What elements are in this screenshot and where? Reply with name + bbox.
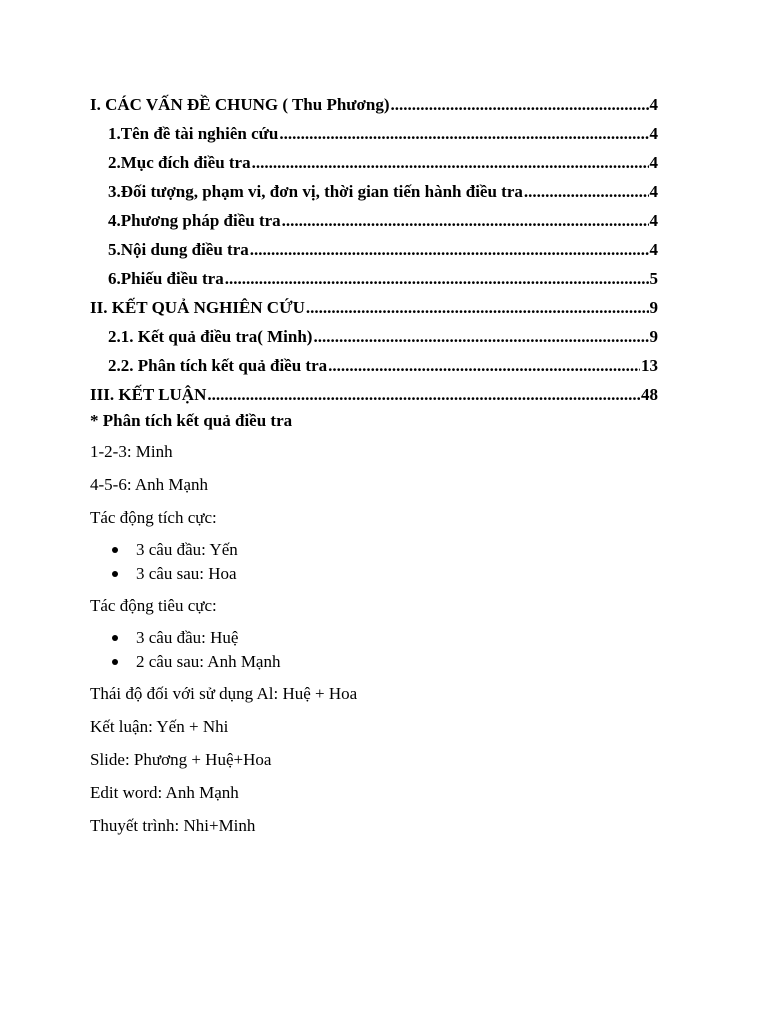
- negative-impact-list: [90, 626, 680, 674]
- section-heading: * Phân tích kết quả điều tra: [90, 411, 293, 430]
- toc-leader-dots: [250, 235, 649, 264]
- assignment-line-123: 1-2-3: Minh: [90, 442, 173, 461]
- positive-impact-label: Tác động tích cực:: [90, 508, 217, 527]
- toc-entry-page: 48: [641, 385, 658, 404]
- attitude-line: Thái độ đối với sử dụng Al: Huệ + Hoa: [90, 684, 358, 703]
- toc-entry-2-1: [90, 322, 658, 351]
- toc-entry-page: 13: [641, 356, 658, 375]
- toc-entry-page: 4: [649, 124, 658, 143]
- toc-entry-section-1: [90, 90, 658, 119]
- toc-entry-1: [90, 119, 658, 148]
- toc-leader-dots: [328, 351, 640, 380]
- toc-leader-dots: [282, 206, 649, 235]
- toc-entry-number: 5.: [108, 240, 121, 259]
- toc-leader-dots: [524, 177, 649, 206]
- bullet-icon: [112, 635, 118, 641]
- toc-entry-title: II. KẾT QUẢ NGHIÊN CỨU: [90, 298, 305, 317]
- assignment-line-456: 4-5-6: Anh Mạnh: [90, 475, 209, 494]
- toc-entry-number: 3.: [108, 182, 121, 201]
- toc-entry-page: 5: [649, 269, 658, 288]
- toc-entry-page: 4: [649, 153, 658, 172]
- toc-leader-dots: [252, 148, 649, 177]
- toc-entry-number: 1.: [108, 124, 121, 143]
- slide-line: Slide: Phương + Huệ+Hoa: [90, 750, 272, 769]
- toc-leader-dots: [306, 293, 649, 322]
- list-item: [90, 626, 680, 650]
- list-item-text: 3 câu đầu: Yến: [136, 540, 238, 559]
- toc-entry-number: 6.: [108, 269, 121, 288]
- toc-entry-title: 2.1. Kết quả điều tra( Minh): [108, 327, 313, 346]
- toc-entry-section-2: [90, 293, 658, 322]
- toc-entry-title: I. CÁC VẤN ĐỀ CHUNG ( Thu Phương): [90, 95, 390, 114]
- list-item-text: 3 câu đầu: Huệ: [136, 628, 239, 647]
- toc-entry-title: Phiếu điều tra: [120, 269, 224, 288]
- bullet-icon: [112, 571, 118, 577]
- toc-entry-6: [90, 264, 658, 293]
- list-item-text: 2 câu sau: Anh Mạnh: [136, 652, 281, 671]
- toc-entry-title: 2.2. Phân tích kết quả điều tra: [108, 356, 328, 375]
- toc-leader-dots: [391, 90, 649, 119]
- toc-entry-page: 9: [649, 298, 658, 317]
- toc-leader-dots: [225, 264, 649, 293]
- toc-entry-number: 4.: [108, 211, 121, 230]
- list-item: [90, 562, 680, 586]
- toc-leader-dots: [313, 322, 648, 351]
- toc-entry-title: Nội dung điều tra: [120, 240, 249, 259]
- toc-entry-page: 9: [649, 327, 658, 346]
- toc-entry-page: 4: [649, 240, 658, 259]
- toc-entry-page: 4: [649, 182, 658, 201]
- toc-entry-title: III. KẾT LUẬN: [90, 385, 207, 404]
- toc-entry-section-3: [90, 380, 658, 409]
- bullet-icon: [112, 659, 118, 665]
- toc-entry-title: Tên đề tài nghiên cứu: [120, 124, 279, 143]
- toc-leader-dots: [207, 380, 640, 409]
- list-item-text: 3 câu sau: Hoa: [136, 564, 237, 583]
- toc-entry-2-2: [90, 351, 658, 380]
- toc-entry-title: Đối tượng, phạm vi, đơn vị, thời gian tiến hành điều tra: [120, 182, 523, 201]
- bullet-icon: [112, 547, 118, 553]
- positive-impact-list: [90, 538, 680, 586]
- conclusion-line: Kết luận: Yến + Nhi: [90, 717, 229, 736]
- presentation-line: Thuyết trình: Nhi+Minh: [90, 816, 256, 835]
- list-item: [90, 650, 680, 674]
- toc-entry-2: [90, 148, 658, 177]
- toc-entry-3: [90, 177, 658, 206]
- list-item: [90, 538, 680, 562]
- table-of-contents: [90, 90, 658, 409]
- toc-entry-number: 2.: [108, 153, 121, 172]
- toc-entry-title: Phương pháp điều tra: [120, 211, 281, 230]
- toc-entry-5: [90, 235, 658, 264]
- edit-word-line: Edit word: Anh Mạnh: [90, 783, 239, 802]
- toc-entry-title: Mục đích điều tra: [120, 153, 251, 172]
- analysis-assignment-section: [90, 406, 680, 846]
- negative-impact-label: Tác động tiêu cực:: [90, 596, 217, 615]
- toc-entry-page: 4: [649, 95, 658, 114]
- toc-leader-dots: [279, 119, 648, 148]
- toc-entry-page: 4: [649, 211, 658, 230]
- toc-entry-4: [90, 206, 658, 235]
